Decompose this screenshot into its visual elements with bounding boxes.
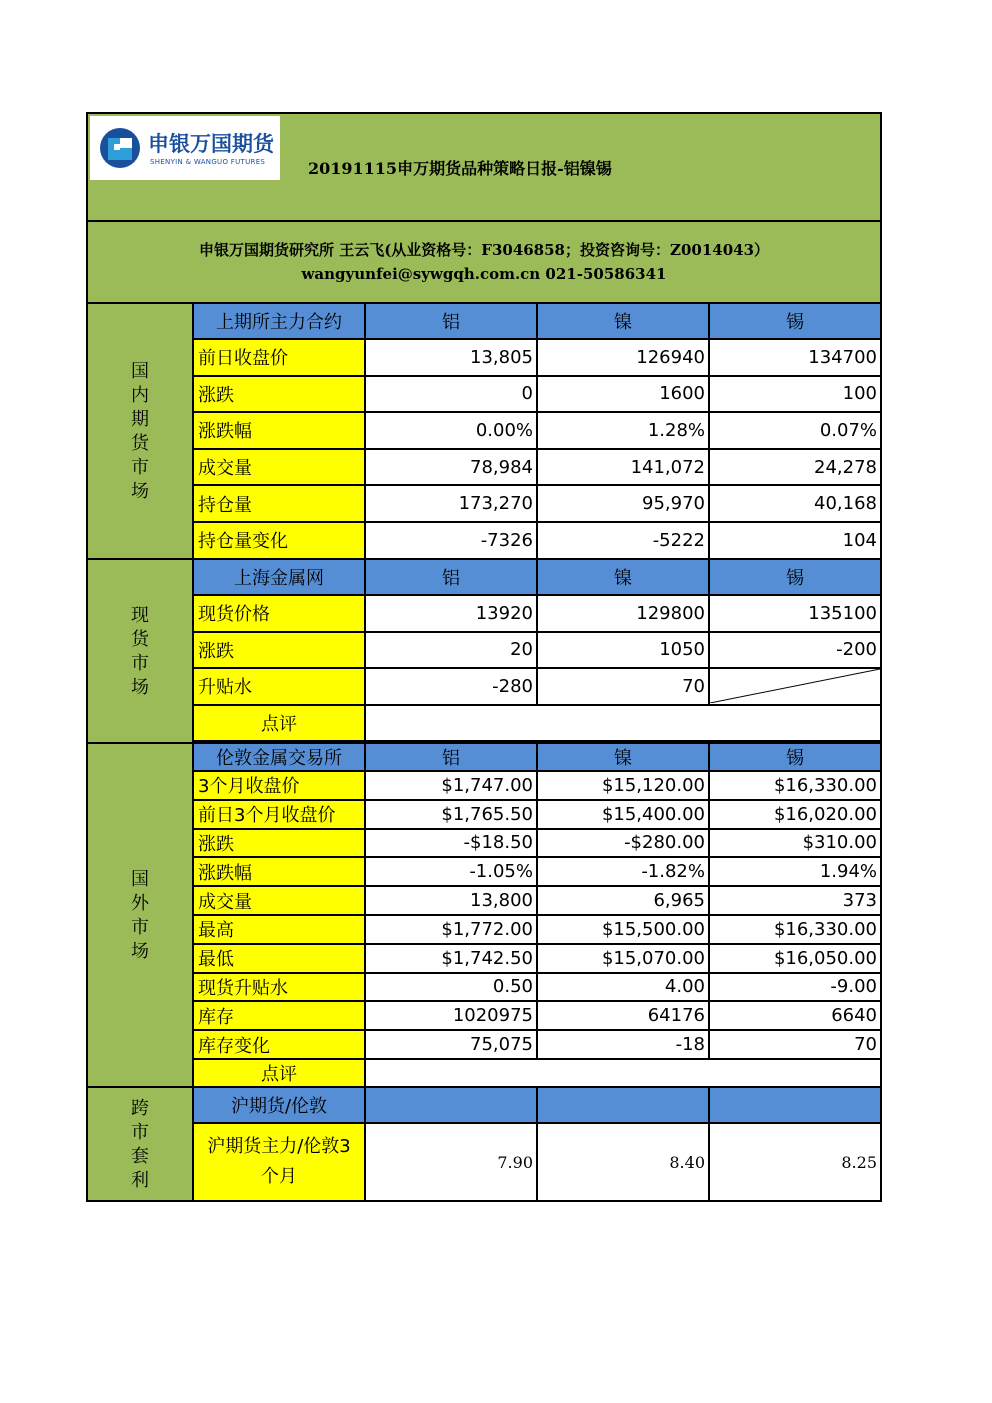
foreign-row-value: $1,742.50 — [366, 945, 538, 974]
arb-ratio-value: 7.90 — [366, 1124, 538, 1202]
report-sheet — [86, 112, 882, 1191]
spot-row-value — [710, 669, 882, 706]
spot-header-title: 上海金属网 — [194, 560, 366, 596]
foreign-row-value: $15,070.00 — [538, 945, 710, 974]
spot-header-col-2: 镍 — [538, 560, 710, 596]
foreign-header-col-3: 锡 — [710, 744, 882, 772]
arb-header-title: 沪期货/伦敦 — [194, 1088, 366, 1124]
foreign-row-value: 6640 — [710, 1002, 882, 1031]
domestic-row-label: 前日收盘价 — [194, 340, 366, 377]
domestic-row-value: 95,970 — [538, 486, 710, 523]
domestic-row-value: 0.00% — [366, 413, 538, 450]
foreign-row-label: 涨跌 — [194, 830, 366, 859]
foreign-header-col-2: 镍 — [538, 744, 710, 772]
foreign-row-value: -9.00 — [710, 974, 882, 1003]
foreign-row-value: -1.82% — [538, 858, 710, 887]
domestic-header-col-2: 镍 — [538, 304, 710, 340]
domestic-row-label: 涨跌幅 — [194, 413, 366, 450]
domestic-header-title: 上期所主力合约 — [194, 304, 366, 340]
foreign-row-value: 0.50 — [366, 974, 538, 1003]
foreign-row-value: -$18.50 — [366, 830, 538, 859]
arb-row-label-line2: 个月 — [261, 1166, 297, 1187]
foreign-row-value: $15,500.00 — [538, 916, 710, 945]
foreign-row-value: 1020975 — [366, 1002, 538, 1031]
foreign-comment-label: 点评 — [194, 1060, 366, 1088]
spot-header-col-3: 锡 — [710, 560, 882, 596]
foreign-row-value: 75,075 — [366, 1031, 538, 1060]
foreign-header-title: 伦敦金属交易所 — [194, 744, 366, 772]
author-line: 申银万国期货研究所 王云飞(从业资格号：F3046858；投资咨询号：Z0014043） — [198, 241, 770, 259]
arb-row-label-line1: 沪期货主力/伦敦3 — [207, 1136, 351, 1157]
foreign-row-value: 4.00 — [538, 974, 710, 1003]
foreign-row-value: $16,050.00 — [710, 945, 882, 974]
title-block — [86, 112, 882, 222]
foreign-row-label: 前日3个月收盘价 — [194, 801, 366, 830]
domestic-row-value: 100 — [710, 377, 882, 414]
domestic-row-value: 13,805 — [366, 340, 538, 377]
arb-row-label — [194, 1124, 366, 1202]
foreign-row-value: $1,772.00 — [366, 916, 538, 945]
domestic-row-value: 40,168 — [710, 486, 882, 523]
foreign-row-value: 373 — [710, 887, 882, 916]
spot-row-value: 20 — [366, 633, 538, 670]
foreign-row-value: 6,965 — [538, 887, 710, 916]
domestic-row-value: 1.28% — [538, 413, 710, 450]
foreign-row-label: 最高 — [194, 916, 366, 945]
spot-header-col-1: 铝 — [366, 560, 538, 596]
domestic-row-value: 104 — [710, 523, 882, 560]
arb-header-col-1 — [366, 1088, 538, 1124]
foreign-header-col-1: 铝 — [366, 744, 538, 772]
company-logo — [90, 116, 280, 180]
foreign-row-value: $310.00 — [710, 830, 882, 859]
foreign-row-value: $1,765.50 — [366, 801, 538, 830]
spot-comment-area — [366, 706, 882, 742]
arb-header-col-3 — [710, 1088, 882, 1124]
domestic-row-value: 24,278 — [710, 450, 882, 487]
spot-row-value: 135100 — [710, 596, 882, 633]
logo-en-text: SHENYIN & WANGUO FUTURES — [150, 158, 266, 166]
spot-row-value: -200 — [710, 633, 882, 670]
domestic-row-value: 126940 — [538, 340, 710, 377]
spot-row-label: 涨跌 — [194, 633, 366, 670]
foreign-row-value: 70 — [710, 1031, 882, 1060]
domestic-row-value: 0.07% — [710, 413, 882, 450]
arb-ratio-value: 8.40 — [538, 1124, 710, 1202]
foreign-row-value: -18 — [538, 1031, 710, 1060]
domestic-header-col-3: 锡 — [710, 304, 882, 340]
domestic-row-value: -5222 — [538, 523, 710, 560]
domestic-row-label: 涨跌 — [194, 377, 366, 414]
foreign-row-label: 成交量 — [194, 887, 366, 916]
spot-comment-label: 点评 — [194, 706, 366, 742]
domestic-row-label: 持仓量 — [194, 486, 366, 523]
foreign-comment-area — [366, 1060, 882, 1088]
domestic-row-value: 0 — [366, 377, 538, 414]
foreign-row-value: $1,747.00 — [366, 772, 538, 801]
foreign-row-value: -$280.00 — [538, 830, 710, 859]
domestic-row-value: 141,072 — [538, 450, 710, 487]
domestic-row-value: 134700 — [710, 340, 882, 377]
foreign-row-label: 库存 — [194, 1002, 366, 1031]
foreign-row-value: $15,400.00 — [538, 801, 710, 830]
domestic-row-value: 78,984 — [366, 450, 538, 487]
spot-row-value: 1050 — [538, 633, 710, 670]
arb-section-label: 跨 市 套 利 — [131, 1098, 149, 1191]
domestic-row-label: 持仓量变化 — [194, 523, 366, 560]
arb-header-col-2 — [538, 1088, 710, 1124]
foreign-section-label: 国 外 市 场 — [131, 869, 149, 962]
foreign-row-value: $15,120.00 — [538, 772, 710, 801]
contact-line: wangyunfei@sywgqh.com.cn 021-50586341 — [301, 265, 667, 283]
foreign-row-label: 最低 — [194, 945, 366, 974]
foreign-row-value: 64176 — [538, 1002, 710, 1031]
spot-row-value: -280 — [366, 669, 538, 706]
foreign-row-value: $16,330.00 — [710, 916, 882, 945]
domestic-header-col-1: 铝 — [366, 304, 538, 340]
spot-row-value: 70 — [538, 669, 710, 706]
author-block — [86, 222, 882, 304]
spot-row-label: 升贴水 — [194, 669, 366, 706]
foreign-row-label: 3个月收盘价 — [194, 772, 366, 801]
foreign-row-value: -1.05% — [366, 858, 538, 887]
spot-row-value: 13920 — [366, 596, 538, 633]
foreign-row-value: $16,020.00 — [710, 801, 882, 830]
spot-row-value: 129800 — [538, 596, 710, 633]
domestic-row-label: 成交量 — [194, 450, 366, 487]
foreign-row-label: 库存变化 — [194, 1031, 366, 1060]
foreign-row-value: 13,800 — [366, 887, 538, 916]
domestic-row-value: -7326 — [366, 523, 538, 560]
spot-row-label: 现货价格 — [194, 596, 366, 633]
spot-section-label: 现 货 市 场 — [131, 605, 149, 698]
empty-diagonal-icon — [710, 669, 880, 703]
foreign-row-label: 现货升贴水 — [194, 974, 366, 1003]
foreign-row-value: $16,330.00 — [710, 772, 882, 801]
domestic-row-value: 1600 — [538, 377, 710, 414]
domestic-section-label: 国 内 期 货 市 场 — [131, 361, 149, 502]
logo-cn-text: 申银万国期货 — [148, 132, 274, 156]
arb-ratio-value: 8.25 — [710, 1124, 882, 1202]
foreign-row-label: 涨跌幅 — [194, 858, 366, 887]
report-title: 20191115申万期货品种策略日报-铝镍锡 — [308, 159, 612, 178]
foreign-row-value: 1.94% — [710, 858, 882, 887]
domestic-row-value: 173,270 — [366, 486, 538, 523]
